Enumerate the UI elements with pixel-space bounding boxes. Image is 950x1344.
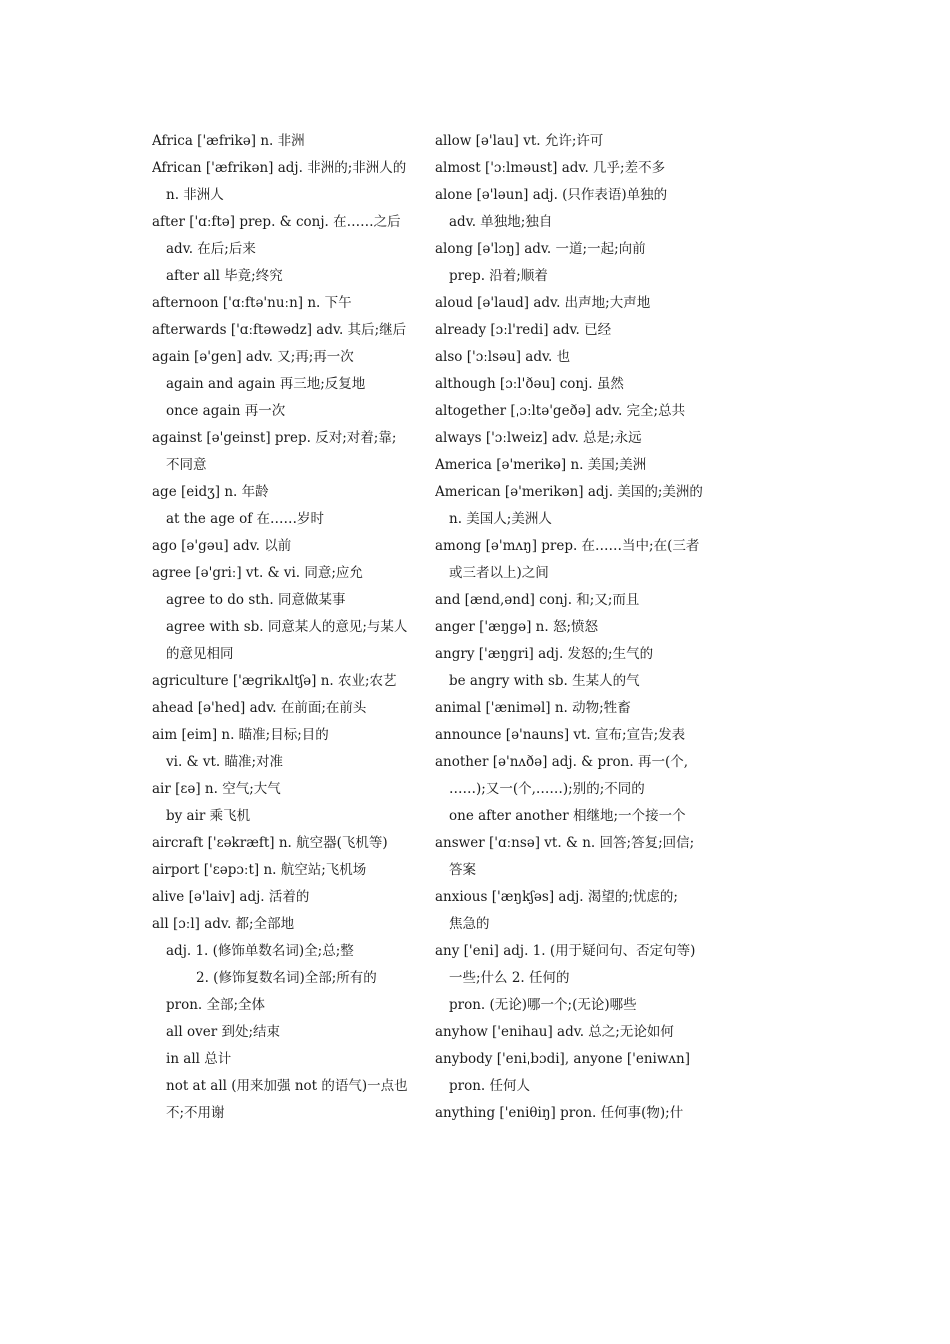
entry-subline: pron. 全部;全体 (166, 997, 266, 1013)
dictionary-entry: alive [ə'laiv] adj. 活着的 (152, 889, 310, 905)
dictionary-entry: Africa ['æfrikə] n. 非洲 (152, 133, 305, 149)
dictionary-entry: among [ə'mʌŋ] prep. 在……当中;在(三者 (435, 538, 700, 554)
dictionary-entry: again [ə'gen] adv. 又;再;再一次 (152, 349, 354, 365)
dictionary-entry: against [ə'geinst] prep. 反对;对着;靠; (152, 430, 397, 446)
entry-subline: after all 毕竟;终究 (166, 268, 283, 284)
dictionary-entry: any ['eni] adj. 1. (用于疑问句、否定句等) (435, 943, 696, 959)
entry-subline: prep. 沿着;顺着 (449, 268, 548, 284)
dictionary-entry: altogether [ˌɔːltə'geðə] adv. 完全;总共 (435, 403, 686, 419)
dictionary-entry: angry ['æŋgri] adj. 发怒的;生气的 (435, 646, 654, 662)
entry-subline: n. 非洲人 (166, 187, 224, 203)
dictionary-entry: afternoon ['ɑːftə'nuːn] n. 下午 (152, 295, 352, 311)
dictionary-entry: alone [ə'ləun] adj. (只作表语)单独的 (435, 187, 668, 203)
dictionary-entry: agree [ə'griː] vt. & vi. 同意;应允 (152, 565, 363, 581)
dictionary-entry: and [ænd,ənd] conj. 和;又;而且 (435, 592, 640, 608)
dictionary-entry: anybody ['eniˌbɔdi], anyone ['eniwʌn] (435, 1051, 690, 1067)
dictionary-entry: another [ə'nʌðə] adj. & pron. 再一(个, (435, 754, 689, 770)
dictionary-entry: ahead [ə'hed] adv. 在前面;在前头 (152, 700, 367, 716)
dictionary-entry: always ['ɔːlweiz] adv. 总是;永远 (435, 430, 642, 446)
dictionary-entry: after ['ɑːftə] prep. & conj. 在……之后 (152, 214, 401, 230)
entry-subline: not at all (用来加强 not 的语气)一点也 (166, 1078, 408, 1094)
dictionary-entry: also ['ɔːlsəu] adv. 也 (435, 349, 571, 365)
entry-subline: adv. 单独地;独自 (449, 214, 553, 230)
entry-subline: 不同意 (166, 457, 207, 473)
entry-subline: at the age of 在……岁时 (166, 511, 325, 527)
dictionary-entry: America [ə'merikə] n. 美国;美洲 (435, 457, 647, 473)
dictionary-entry: anything ['eniθiŋ] pron. 任何事(物);什 (435, 1105, 684, 1121)
dictionary-entry: African ['æfrikən] adj. 非洲的;非洲人的 (152, 160, 407, 176)
dictionary-entry: aircraft ['ɛəkræft] n. 航空器(飞机等) (152, 835, 388, 851)
entry-subline: n. 美国人;美洲人 (449, 511, 552, 527)
entry-subline: again and again 再三地;反复地 (166, 376, 366, 392)
dictionary-entry: animal ['ænimәl] n. 动物;牲畜 (435, 700, 631, 716)
entry-subline: pron. 任何人 (449, 1078, 530, 1094)
entry-subline: in all 总计 (166, 1051, 232, 1067)
right-column (435, 128, 725, 1127)
dictionary-entry: along [ə'lɔŋ] adv. 一道;一起;向前 (435, 241, 646, 257)
dictionary-entry: age [eidʒ] n. 年龄 (152, 484, 269, 500)
dictionary-entry: air [ɛə] n. 空气;大气 (152, 781, 281, 797)
entry-subline: agree with sb. 同意某人的意见;与某人 (166, 619, 408, 635)
entry-subline: all over 到处;结束 (166, 1024, 281, 1040)
dictionary-entry: allow [ə'lau] vt. 允许;许可 (435, 133, 604, 149)
dictionary-entry: anyhow ['enihau] adv. 总之;无论如何 (435, 1024, 674, 1040)
entry-subline: ……);又一(个,……);别的;不同的 (449, 781, 645, 797)
dictionary-entry: ago [ə'gəu] adv. 以前 (152, 538, 292, 554)
entry-subline: pron. (无论)哪一个;(无论)哪些 (449, 997, 637, 1013)
dictionary-entry: aloud [ə'laud] adv. 出声地;大声地 (435, 295, 651, 311)
entry-subline: by air 乘飞机 (166, 808, 251, 824)
entry-subline: one after another 相继地;一个接一个 (449, 808, 686, 824)
dictionary-entry: aim [eim] n. 瞄准;目标;目的 (152, 727, 329, 743)
dictionary-entry: agriculture ['ægrikʌltʃə] n. 农业;农艺 (152, 673, 397, 689)
dictionary-entry: anger ['æŋgə] n. 怒;愤怒 (435, 619, 598, 635)
entry-subline: vi. & vt. 瞄准;对准 (166, 754, 284, 770)
dictionary-entry: already [ɔːl'redi] adv. 已经 (435, 322, 612, 338)
entry-subline: 不;不用谢 (166, 1105, 225, 1121)
entry-subline: once again 再一次 (166, 403, 286, 419)
entry-subline: 的意见相同 (166, 646, 234, 662)
dictionary-entry: although [ɔːl'ðəu] conj. 虽然 (435, 376, 624, 392)
dictionary-entry: airport ['ɛəpɔːt] n. 航空站;飞机场 (152, 862, 367, 878)
entry-subline: 或三者以上)之间 (449, 565, 549, 581)
dictionary-entry: almost ['ɔːlməust] adv. 几乎;差不多 (435, 160, 666, 176)
entry-subline: 答案 (449, 862, 476, 878)
dictionary-entry: answer ['ɑːnsə] vt. & n. 回答;答复;回信; (435, 835, 695, 851)
dictionary-entry: all [ɔːl] adv. 都;全部地 (152, 916, 295, 932)
dictionary-entry: announce [ə'nauns] vt. 宣布;宣告;发表 (435, 727, 686, 743)
entry-subline: adj. 1. (修饰单数名词)全;总;整 (166, 943, 354, 959)
entry-subline: 2. (修饰复数名词)全部;所有的 (196, 970, 377, 986)
dictionary-entry: anxious ['æŋkʃəs] adj. 渴望的;忧虑的; (435, 889, 678, 905)
entry-subline: 焦急的 (449, 916, 490, 932)
entry-subline: adv. 在后;后来 (166, 241, 256, 257)
dictionary-entry: American [ə'merikən] adj. 美国的;美洲的 (435, 484, 703, 500)
dictionary-entry: afterwards ['ɑːftəwədz] adv. 其后;继后 (152, 322, 407, 338)
entry-subline: be angry with sb. 生某人的气 (449, 673, 640, 689)
entry-subline: agree to do sth. 同意做某事 (166, 592, 346, 608)
left-column (152, 128, 420, 1127)
entry-subline: 一些;什么 2. 任何的 (449, 970, 570, 986)
